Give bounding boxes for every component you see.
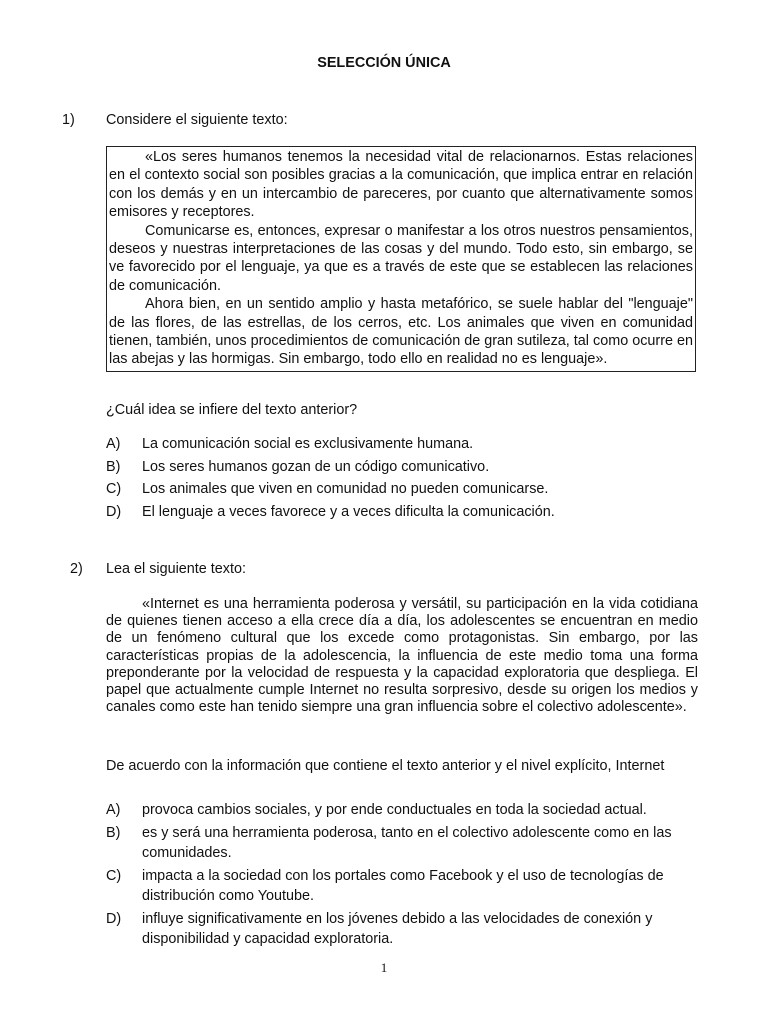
option-letter: A) (106, 802, 121, 818)
option-letter: C) (106, 868, 122, 884)
option-letter: D) (106, 911, 122, 927)
option-text: provoca cambios sociales, y por ende conductuales en toda la sociedad actual. (142, 802, 647, 818)
option-letter: B) (106, 458, 121, 475)
question-1-options (106, 434, 698, 524)
option-text: El lenguaje a veces favorece y a veces dificulta la comunicación. (142, 503, 555, 520)
passage-paragraph: Ahora bien, en un sentido amplio y hasta metafórico, se suele hablar del "lenguaje" de las flores, de las estrellas, de los cerros, etc. Los animales que viven en comunidad tienen, también, unos procedimientos de comunicación de gran sutileza, tal como ocurre en las abejas y las hormigas. Sin embargo, todo ello en realidad no es lenguaje». (109, 296, 693, 368)
question-1-number: 1) (62, 112, 75, 128)
question-1-passage-box (106, 146, 696, 372)
option-b[interactable] (106, 823, 698, 863)
question-1-stem: ¿Cuál idea se infiere del texto anterior? (106, 402, 358, 418)
passage-paragraph: «Los seres humanos tenemos la necesidad vital de relacionarnos. Estas relaciones en el contexto social son posibles gracias a la comunicación, que implica entrar en relación con los demás y en un intercambio de pareceres, por cuanto que alternativamente somos emisores y receptores. (109, 149, 693, 221)
page-title: SELECCIÓN ÚNICA (317, 55, 451, 71)
option-text: La comunicación social es exclusivamente humana. (142, 436, 474, 452)
passage-paragraph: «Internet es una herramienta poderosa y versátil, su participación en la vida cotidiana de quienes tienen acceso a ella crece día a día, los adolescentes se encuentran en medio de un fenómeno cultural que los excede como protagonistas. Sin embargo, por las características propias de la adolescencia, la influencia de este medio toma una forma preponderante por la velocidad de respuesta y la capacidad exploratoria que despliega. El papel que actualmente cumple Internet no resulta sorpresivo, desde su origen los medios y canales como este han tenido siempre una gran influencia sobre el colectivo adolescente». (106, 596, 698, 716)
option-text: Los animales que viven en comunidad no pueden comunicarse. (142, 481, 549, 497)
question-2-passage (106, 596, 698, 716)
option-c[interactable] (106, 479, 698, 502)
option-d[interactable] (106, 502, 698, 525)
option-text: influye significativamente en los jóvenes debido a las velocidades de conexión y disponibilidad y capacidad exploratoria. (142, 911, 653, 947)
question-2-number: 2) (70, 561, 83, 577)
question-1-intro: Considere el siguiente texto: (106, 112, 288, 128)
option-letter: A) (106, 436, 121, 452)
option-letter: C) (106, 481, 122, 497)
option-text: impacta a la sociedad con los portales como Facebook y el uso de tecnologías de distribución como Youtube. (142, 868, 664, 904)
option-c[interactable] (106, 866, 698, 906)
option-b[interactable] (106, 457, 698, 480)
option-letter: D) (106, 503, 122, 520)
question-2-stem: De acuerdo con la información que contiene el texto anterior y el nivel explícito, Internet (106, 758, 665, 774)
option-text: Los seres humanos gozan de un código comunicativo. (142, 458, 490, 475)
question-2-options (106, 800, 698, 952)
option-a[interactable] (106, 434, 698, 457)
option-letter: B) (106, 825, 121, 841)
option-d[interactable] (106, 909, 698, 949)
option-text: es y será una herramienta poderosa, tanto en el colectivo adolescente como en las comunidades. (142, 825, 672, 861)
page-number: 1 (380, 960, 388, 975)
passage-paragraph: Comunicarse es, entonces, expresar o manifestar a los otros nuestros pensamientos, deseos y nuestras interpretaciones de las cosas y del mundo. Todo esto, sin embargo, se ve favorecido por el lenguaje, ya que es a través de este que se establecen las relaciones de comunicación. (109, 222, 693, 294)
option-a[interactable] (106, 800, 698, 820)
question-2-intro: Lea el siguiente texto: (106, 561, 247, 577)
